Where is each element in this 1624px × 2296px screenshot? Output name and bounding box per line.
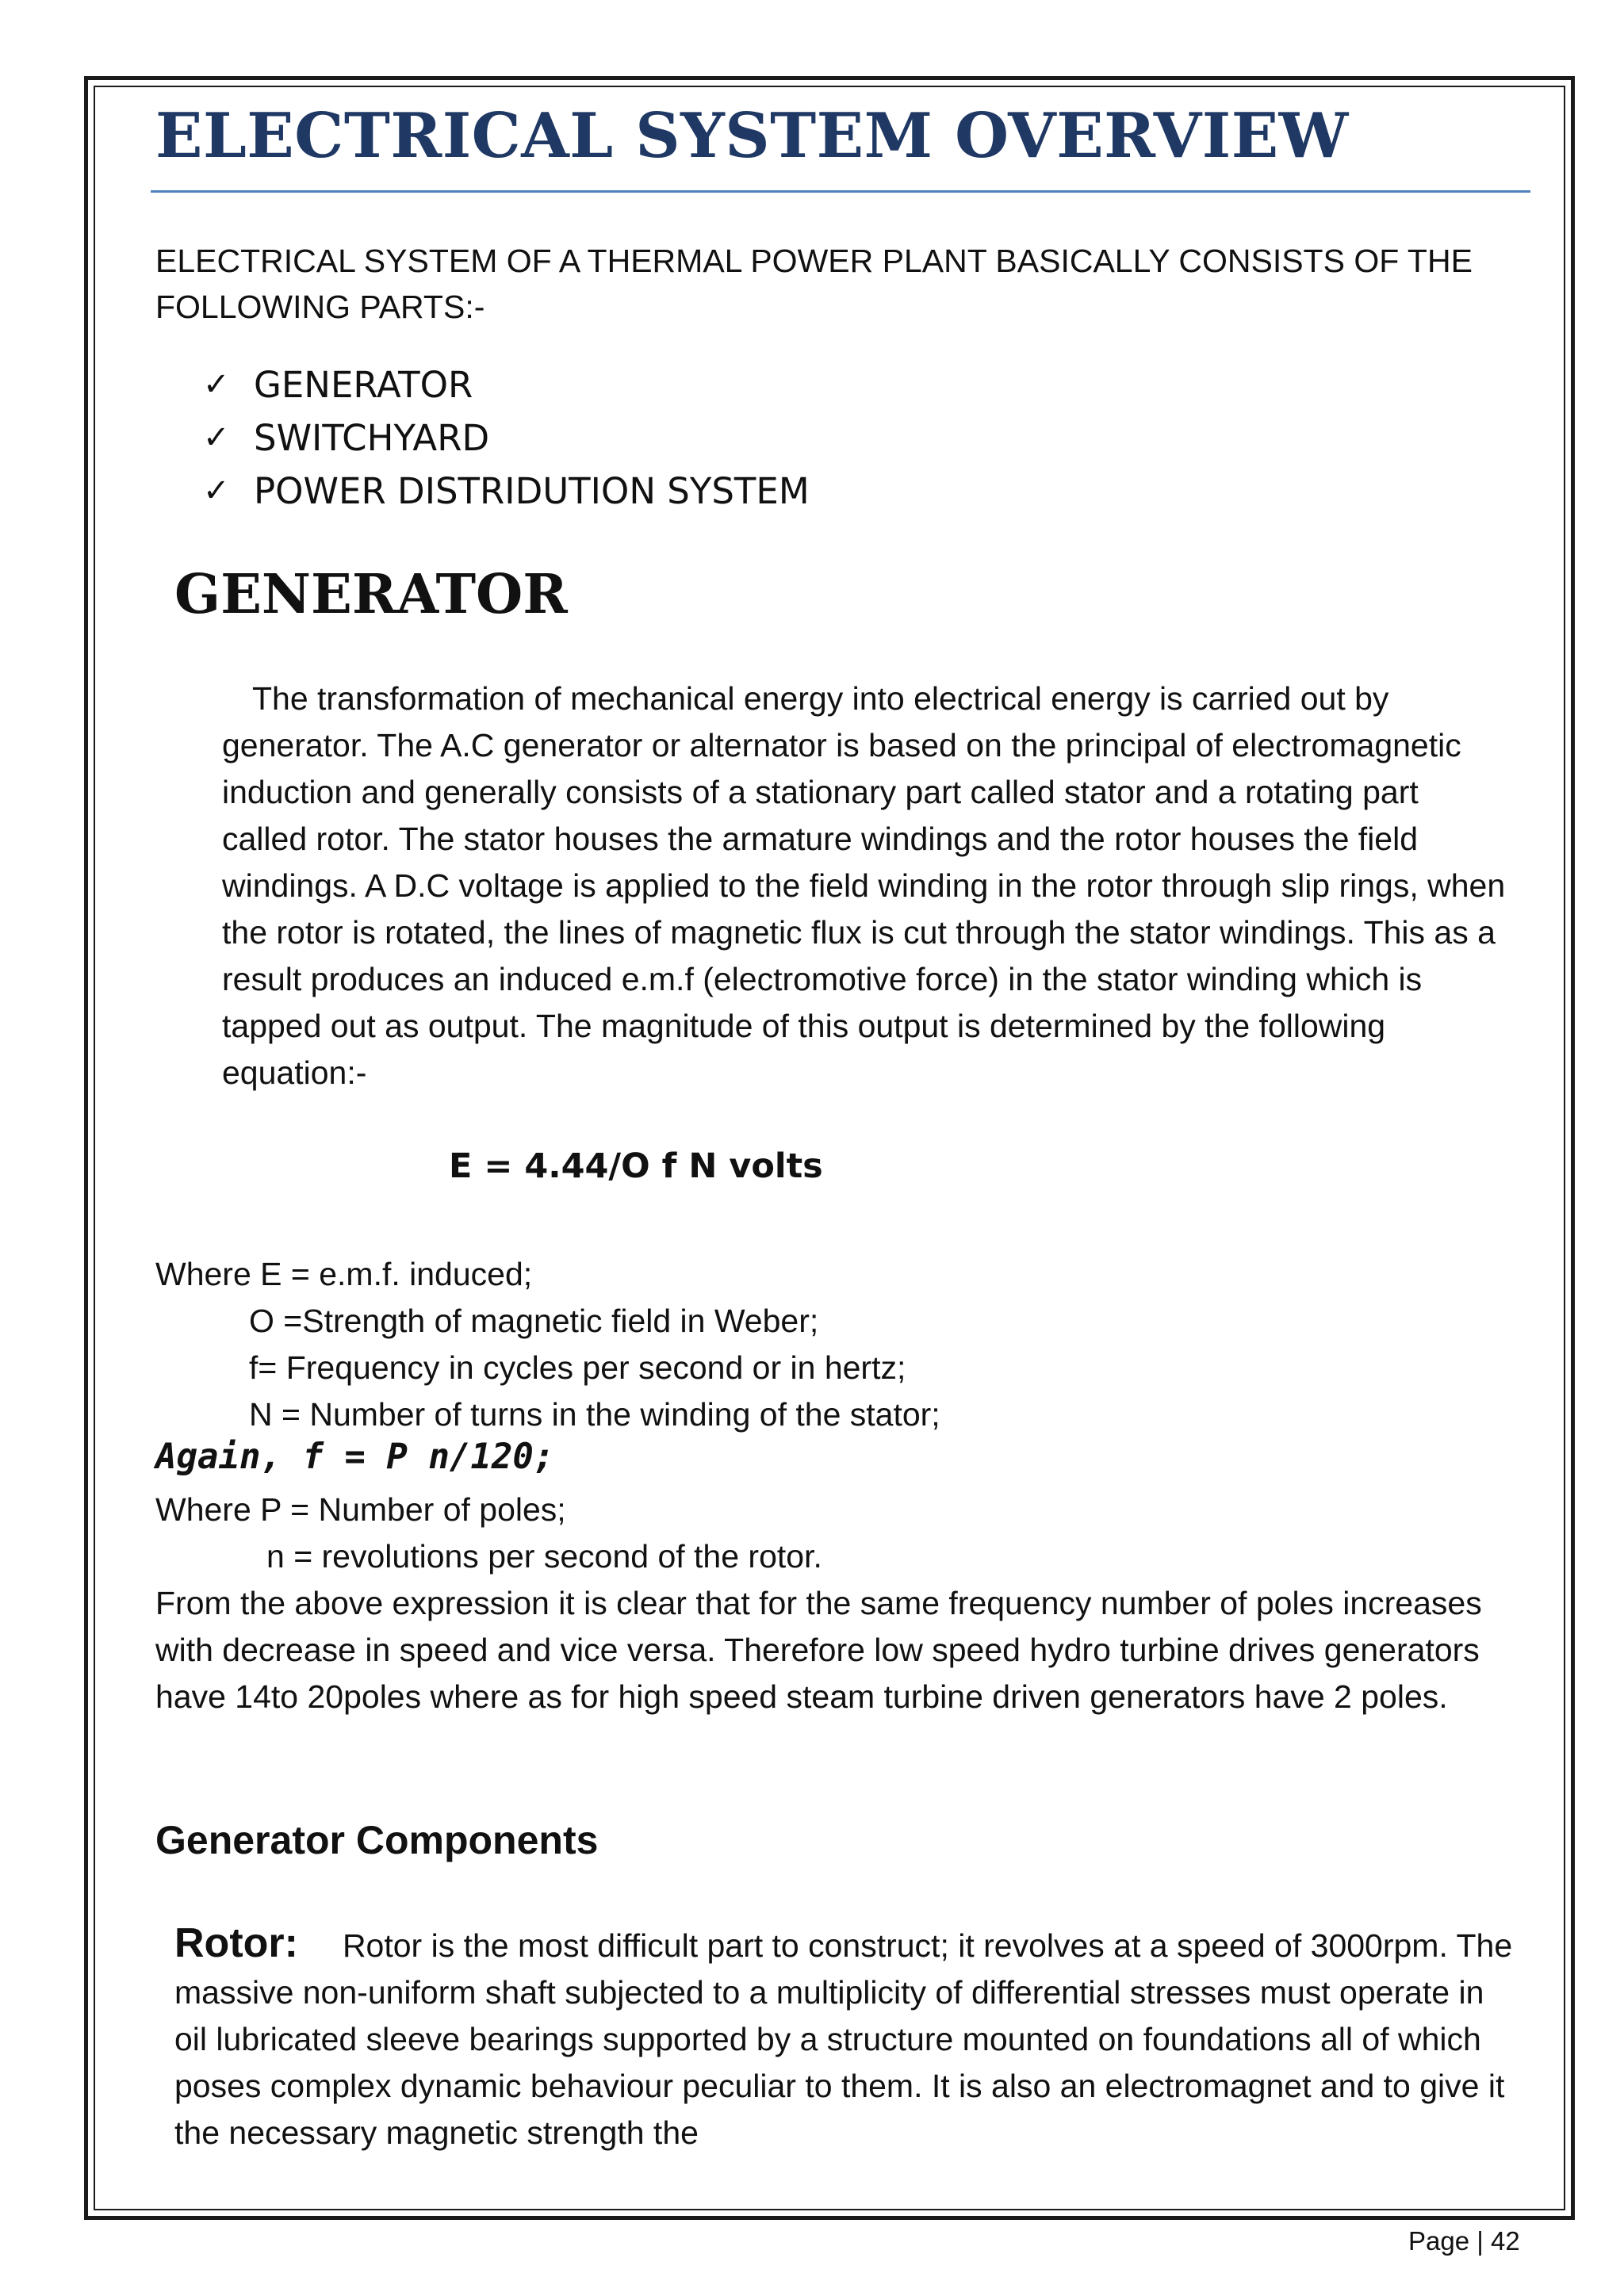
- title-underline: [151, 190, 1530, 193]
- checkmark-icon: ✓: [203, 419, 230, 456]
- rotor-label: Rotor:: [174, 1920, 298, 1966]
- intro-paragraph: ELECTRICAL SYSTEM OF A THERMAL POWER PLANT BASICALLY CONSISTS OF THE FOLLOWING PARTS:-: [155, 243, 1473, 325]
- conclusion-paragraph: From the above expression it is clear that for the same frequency number of poles increases with decrease in speed and vice versa. Therefore low speed hydro turbine drives generators have 14to 20poles where as for high speed steam turbine driven generators have 2 poles.: [155, 1585, 1482, 1715]
- list-item: [203, 358, 810, 411]
- list-item-label: POWER DISTRIDUTION SYSTEM: [254, 470, 810, 512]
- where-line-f: f= Frequency in cycles per second or in hertz;: [249, 1349, 906, 1386]
- list-item-label: GENERATOR: [254, 364, 473, 406]
- checkmark-icon: ✓: [203, 473, 230, 509]
- checkmark-icon: ✓: [203, 366, 230, 403]
- list-item: [203, 465, 810, 518]
- where-line-e: Where E = e.m.f. induced;: [155, 1256, 533, 1292]
- where-line-phi: O =Strength of magnetic field in Weber;: [249, 1303, 819, 1339]
- parts-list: [203, 358, 810, 518]
- rotor-text: Rotor is the most difficult part to construct; it revolves at a speed of 3000rpm. The massive non-uniform shaft subjected to a multiplicity of differential stresses must operate in oil lubricated sleeve bearings supported by a structure mounted on foundations all of which poses complex dynamic behaviour peculiar to them. It is also an electromagnet and to give it the necessary magnetic strength the: [174, 1927, 1513, 2151]
- page-title: ELECTRICAL SYSTEM OVERVIEW: [155, 100, 1349, 172]
- where-line-n: N = Number of turns in the winding of the stator;: [249, 1396, 940, 1433]
- page-number: Page | 42: [1408, 2226, 1520, 2256]
- list-item: [203, 411, 810, 465]
- frequency-equation: Again, f = P n/120;: [155, 1437, 555, 1477]
- section-heading-components: Generator Components: [155, 1818, 599, 1862]
- section-heading-generator: GENERATOR: [174, 563, 568, 626]
- rotor-paragraph: [174, 1920, 1515, 2156]
- where-line-p: Where P = Number of poles;: [155, 1491, 566, 1528]
- generator-paragraph: The transformation of mechanical energy into electrical energy is carried out by generator. The A.C generator or alternator is based on the principal of electromagnetic induction and generally consists of a stationary part called stator and a rotating part called rotor. The stator houses the armature windings and the rotor houses the field windings. A D.C voltage is applied to the field winding in the rotor through slip rings, when the rotor is rotated, the lines of magnetic flux is cut through the stator windings. This as a result produces an induced e.m.f (electromotive force) in the stator winding which is tapped out as output. The magnitude of this output is determined by the following equation:-: [222, 680, 1506, 1091]
- list-item-label: SWITCHYARD: [254, 417, 490, 459]
- where-line-rev: n = revolutions per second of the rotor.: [266, 1538, 822, 1575]
- emf-equation: E = 4.44/O f N volts: [449, 1146, 823, 1186]
